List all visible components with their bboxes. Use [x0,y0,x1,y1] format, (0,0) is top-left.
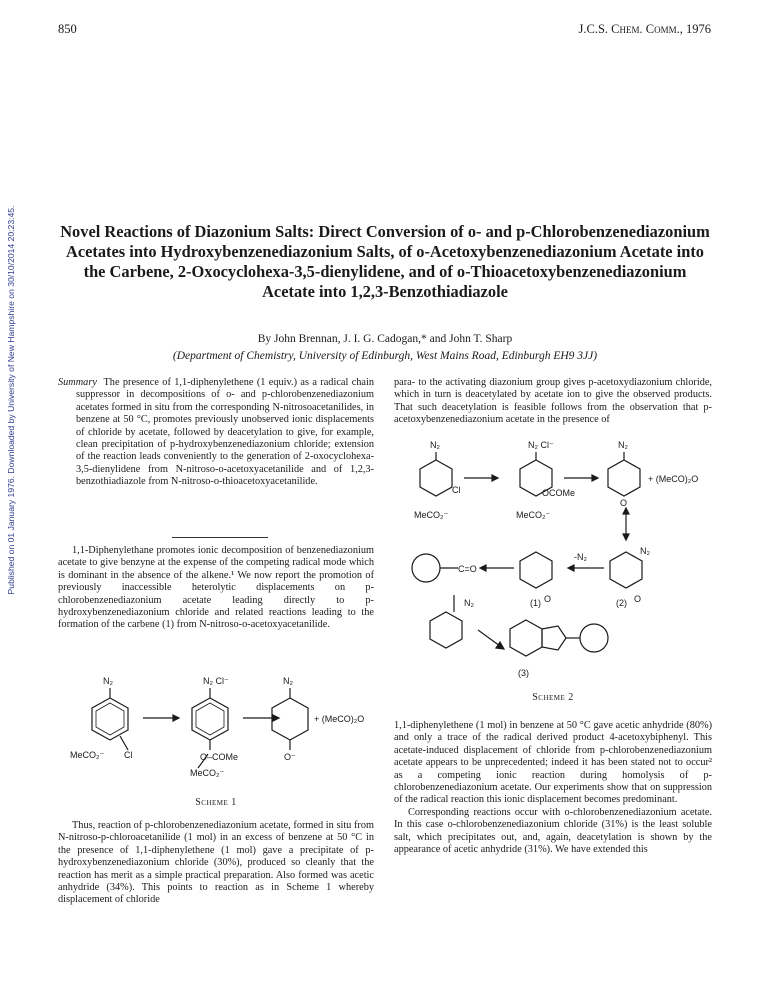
s1-cl: Cl [124,750,133,760]
s2-anhydride: + (MeCO)₂O [648,474,699,484]
article-title: Novel Reactions of Diazonium Salts: Direct Conversion of o- and p-Chlorobenzenediazonium Acetates into Hydroxybenzenediazonium Salts, of o-Acetoxybenzenediazonium Acetate into the Carbene, 2-Oxocyclohexa-3,5-dienylidene, and of o-Thioacetoxybenzenediazonium Acetate into 1,2,3-Benzothiadiazole [60,222,710,301]
left-para-1-text: 1,1-Diphenylethane promotes ionic decomposition of benzenediazonium acetate to give benzyne at the expense of the competing radical mode which is dominant in the absence of the alkene.¹ We now report the promotion of previously inaccessible heterolytic displacements on p-chlorobenzenediazonium acetate leading directly to p-hydroxybenzenediazonium chloride and related reactions leading to the formation of the carbene (1) from N-nitroso-o-acetoxyacetanilide. [58,545,374,631]
s2-n2-b: N₂ [618,440,628,450]
ring-1 [92,698,128,740]
s2-ocome: OCOMe [542,488,576,498]
right-para-2-text: 1,1-diphenylethene (1 mol) in benzene at 50 °C gave acetic anhydride (80%) and only a trace of the radical derived product 4-acetoxybiphenyl. This acetate-induced displacement of chloride from p-chlorobenzenediazonium acetate appears to be unprecedented; indeed it has been stated not to occur² as a competing ionic reaction during homolysis of p-chlorobenzenediazonium acetate. Our experiments show that on suppression of the radical reaction this ionic displacement becomes predominant. [394,720,712,806]
s1-o-minus: O⁻ [284,752,296,762]
s1-meco2-a: MeCO₂⁻ [70,750,105,760]
s2-ring-a [420,460,452,496]
s1-ocome: O–COMe [200,752,239,762]
s2-minus-n2: -N₂ [574,552,587,562]
s2-compound-1: (1) [530,598,541,608]
s2-ring-d [520,552,552,588]
authors: By John Brennan, J. I. G. Cadogan,* and John T. Sharp [257,333,513,345]
s2-n2-c: N₂ [640,546,650,556]
left-para-2 [58,820,374,907]
s2-ring-c [608,460,640,496]
s1-anhydride: + (MeCO)₂O [314,714,365,724]
summary-label: Summary [58,377,97,388]
left-para-2-text: Thus, reaction of p-chlorobenzenediazonium acetate, formed in situ from N-nitroso-p-chloroacetanilide (1 mol) in an excess of benzene at 50 °C in the presence of 1,1-diphenylethene (1 mol) gave a precipitate of p-hydroxybenzenediazonium chloride (30%), produced so cleanly that the reaction has merit as a simple practical preparation. Also formed was acetic anhydride (34%). This points to reaction as in Scheme 1 whereby displacement of chloride [58,820,374,906]
scheme-1-caption: Scheme 1 [195,797,237,808]
s2-n2-d: N₂ [464,598,474,608]
scheme-1-diagram [58,670,374,790]
s2-compound-2: (2) [616,598,627,608]
ring-2 [192,698,228,740]
s2-compound-3: (3) [518,668,529,678]
right-para-3-text: Corresponding reactions occur with o-chlorobenzenediazonium acetate. In this case o-chlorobenzenediazonium chloride (31%) is the least soluble salt, which precipitates out, and, again, deacetylation is shown by the appearance of acetic anhydride (31%). We have extended this [394,806,712,856]
s1-n2-a: N₂ [103,676,113,686]
s2-cl: Cl [452,485,461,495]
s2-meco2-b: MeCO₂⁻ [516,510,551,520]
s2-n2-a: N₂ [430,440,440,450]
page-number: 850 [58,22,77,36]
s2-n2cl: N₂ Cl⁻ [528,440,554,450]
left-para-1 [58,545,374,632]
affiliation: (Department of Chemistry, University of Edinburgh, West Mains Road, Edinburgh EH9 3JJ) [172,350,598,362]
scheme-2-caption: Scheme 2 [532,692,574,703]
summary-block [58,377,374,489]
summary-text: The presence of 1,1-diphenylethene (1 equiv.) as a radical chain suppressor in decompositions of o- and p-chlorobenzenediazonium acetates formed in situ from the corresponding N-nitrosoacetanilides, in benzene at 50 °C, promotes previously unobserved ionic displacements of chloride by acetate, followed by deacetylation to give, for example, clean precipitation of p-hydroxybenzenediazonium chloride; extension of the reaction leads conveniently to the generation of 2-oxocyclohexa-3,5-dienylidene from N-nitroso-o-acetoxyacetanilide and of 1,2,3-benzothiadiazole from N-nitroso-o-thioacetoxyacetanilide. [76,377,375,488]
scheme-2-diagram [394,430,712,680]
s1-n2-b: N₂ [283,676,293,686]
download-notice-text: Published on 01 January 1976. Downloaded by University of New Hampshire on 30/10/2014 20:23:45. [6,205,16,595]
right-para-1 [394,377,712,427]
s2-meco2-a: MeCO₂⁻ [414,510,449,520]
s2-o-a: O [620,498,628,508]
journal-header: J.C.S. Chem. Comm., 1976 [578,22,711,36]
s2-ring-f [430,612,462,648]
s2-o-b: O [544,594,552,604]
summary-divider [172,537,268,538]
s2-cyclopentadiene-a [412,554,440,582]
right-para-2 [394,720,712,856]
s2-cyclopentadiene-b [580,624,608,652]
s2-ring-e [610,552,642,588]
download-notice [4,160,18,640]
right-para-1-text: para- to the activating diazonium group gives p-acetoxydiazonium chloride, which in turn is deacetylated by acetate ion to give the observed products. That such deacetylation is feasible follows from the observation that p-acetoxybenzenediazonium acetate in the presence of [394,377,712,426]
s2-ring-g [510,620,542,656]
s2-ketene: C=O [458,564,477,574]
s1-meco2-b: MeCO₂⁻ [190,768,225,778]
s1-n2cl: N₂ Cl⁻ [203,676,229,686]
s2-o-c: O [634,594,642,604]
